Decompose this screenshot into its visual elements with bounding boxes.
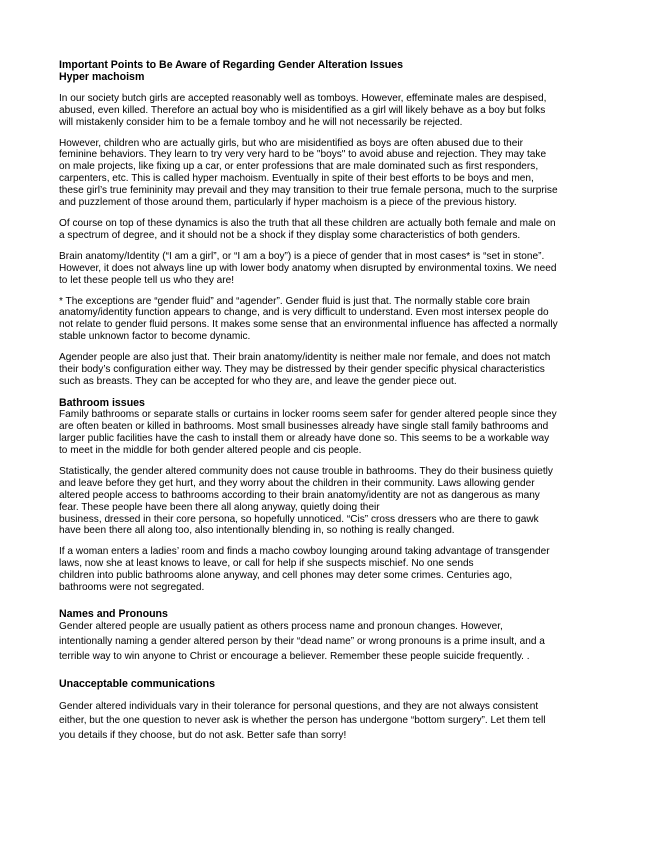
text-line: and leave before they get hurt, and they worry about the children in their community. Laws allowing gender <box>59 477 535 489</box>
paragraph <box>59 251 589 287</box>
text-line: and puzzlement of those around them, particularly if hyper machoism is a piece of the previous history. <box>59 197 517 209</box>
bathroom-section <box>59 397 589 594</box>
text-line: to meet in the middle for both gender altered people and cis people. <box>59 444 362 456</box>
text-line: stable unknown factor to become dynamic. <box>59 331 251 343</box>
text-line: carpenters, etc. This is called hyper machoism. Eventually in spite of their best efforts to be boys and men, <box>59 173 534 185</box>
paragraph <box>59 296 589 344</box>
intro-section <box>59 93 589 388</box>
text-line: are often beaten or killed in bathrooms. Most small businesses already have single stall family bathrooms and <box>59 421 549 433</box>
text-line: on male projects, like fixing up a car, or enter professions that are male dominated such as first responders, <box>59 161 539 173</box>
paragraph <box>59 93 589 129</box>
document-title: Important Points to Be Aware of Regarding Gender Alteration Issues <box>59 59 403 71</box>
text-line: a spectrum of degree, and it should not be a shock if they display some characteristics of both genders. <box>59 229 521 241</box>
text-line: * The exceptions are “gender fluid” and “agender”. Gender fluid is just that. The normally stable core brain <box>59 295 530 307</box>
paragraph <box>59 138 589 209</box>
text-line: Statistically, the gender altered community does not cause trouble in bathrooms. They do their business quietly <box>59 465 553 477</box>
section-heading-unacceptable: Unacceptable communications <box>59 678 216 691</box>
text-line: these girl’s true femininity may prevail and they may transition to their true female persona, much to the surprise <box>59 185 558 197</box>
paragraph <box>59 546 589 594</box>
text-line: such as breasts. They can be accepted for who they are, and leave the gender piece out. <box>59 375 457 387</box>
text-line: bathrooms were not segregated. <box>59 582 205 594</box>
section-heading-bathroom: Bathroom issues <box>59 396 145 409</box>
text-line: their body’s configuration either way. They may be distressed by their gender specific physical characteristics <box>59 364 545 376</box>
text-line: terrible way to win anyone to Christ or encourage a believer. Remember these people suicide frequently. . <box>59 650 530 662</box>
text-line: laws, now she at least knows to leave, or call for help if she suspects mischief. No one sends <box>59 558 474 570</box>
text-line: altered people access to bathrooms according to their brain anatomy/identity are not as dangerous as many <box>59 489 540 501</box>
text-line: you details if they choose, but do not ask. Better safe than sorry! <box>59 729 347 741</box>
paragraph <box>59 409 589 457</box>
text-line: either, but the one question to never ask is whether the person has undergone “bottom surgery”. Let them tell <box>59 715 546 727</box>
section-heading-names-pronouns: Names and Pronouns <box>59 607 168 620</box>
text-line: feminine behaviors. They learn to try very very hard to be "boys" to avoid abuse and rejection. They may take <box>59 149 547 161</box>
paragraph <box>59 466 589 537</box>
text-line: abused, even killed. Therefore an actual boy who is misidentified as a girl will likely behave as a boy but folks <box>59 104 546 116</box>
text-line: children into public bathrooms alone anyway, and cell phones may deter some crimes. Centuries ago, <box>59 570 513 582</box>
text-line: However, it does not always line up with lower body anatomy when disrupted by environmental toxins. We need <box>59 262 557 274</box>
text-line: However, children who are actually girls, but who are misidentified as boys are often abused due to their <box>59 137 524 149</box>
unacceptable-section <box>59 678 589 743</box>
text-line: not relate to gender fluid persons. It makes some sense that an environmental influence has affected a normally <box>59 319 558 331</box>
text-line: will mistakenly consider him to be a female tomboy and he will not necessarily be rejected. <box>59 116 463 128</box>
text-line: Agender people are also just that. Their brain anatomy/identity is neither male nor female, and does not match <box>59 352 551 364</box>
section-heading-hyper-machoism: Hyper machoism <box>59 71 145 84</box>
text-line: Brain anatomy/Identity (“I am a girl”, or “I am a boy”) is a piece of gender that in most cases* is “set in stone”. <box>59 250 545 262</box>
text-line: intentionally naming a gender altered person by their “dead name” or wrong pronouns is a prime insult, and a <box>59 635 545 647</box>
text-line: larger public facilities have the cash to install them or already have done so. This seems to be a workable way <box>59 433 550 445</box>
text-line: fear. These people have been there all along anyway, quietly doing their <box>59 501 380 513</box>
text-line: anatomy/identity function appears to change, and is very difficult to understand. Even most intersex people do <box>59 307 549 319</box>
paragraph <box>59 218 589 242</box>
text-line: Family bathrooms or separate stalls or curtains in locker rooms seem safer for gender altered people since they <box>59 409 557 421</box>
text-line: If a woman enters a ladies’ room and finds a macho cowboy lounging around taking advantage of transgender <box>59 546 550 558</box>
document-page <box>59 59 589 743</box>
names-section <box>59 608 589 664</box>
text-line: have been there all along too, also intentionally blending in, so nothing is really changed. <box>59 525 455 537</box>
text-line: Gender altered individuals vary in their tolerance for personal questions, and they are not always consistent <box>59 700 539 712</box>
text-line: Of course on top of these dynamics is also the truth that all these children are actually both female and male on <box>59 217 556 229</box>
text-line: In our society butch girls are accepted reasonably well as tomboys. However, effeminate males are despised, <box>59 92 547 104</box>
text-line: Gender altered people are usually patient as others process name and pronoun changes. However, <box>59 621 503 633</box>
text-line: to let these people tell us who they are! <box>59 274 235 286</box>
text-line: business, dressed in their core persona, so hopefully unnoticed. “Cis” cross dressers who are there to gawk <box>59 513 539 525</box>
paragraph <box>59 352 589 388</box>
